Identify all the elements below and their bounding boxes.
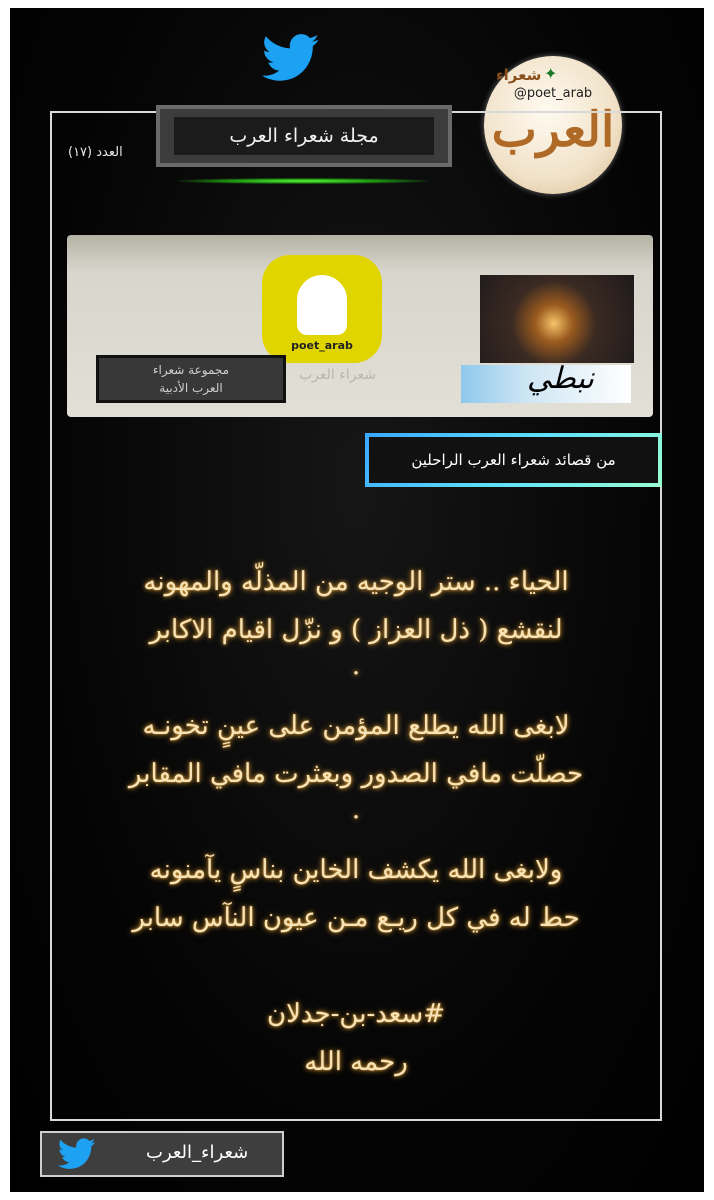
magazine-title-box [156,105,452,167]
palm-swords-icon: ✦ [544,64,558,83]
poem-text [70,558,642,1086]
banner-name-text: شعراء العرب [299,367,376,383]
twitter-bird-icon [58,1138,96,1170]
poem-separator: . [351,651,361,681]
poster-canvas [10,8,704,1192]
logo-big-word: العرب [491,102,615,158]
poem-line: لنقشع ( ذل العزاز ) و نزّل اقيام الاكابر [149,615,563,645]
banner-image [67,235,653,417]
group-name-box [96,355,286,403]
group-name-line2: العرب الأدبية [159,381,223,395]
poem-line: حط له في كل ريـع مـن عيون النآس سابر [132,903,580,933]
poem-line: لابغى الله يطلع المؤمن على عينٍ تخونـه [142,711,570,741]
poet-blessing: رحمه الله [304,1047,408,1077]
issue-number: العدد (١٧) [68,145,123,160]
footer-twitter-bar[interactable] [40,1131,284,1177]
snapcode-image [262,255,382,363]
lantern-image [480,275,634,363]
signature-text: نبطي [527,361,595,396]
green-glow-divider [178,178,428,184]
magazine-title: مجلة شعراء العرب [174,117,434,155]
poet-hashtag[interactable]: #سعد-بن-جدلان [266,999,445,1029]
poem-line: حصلّت مافي الصدور وبعثرت مافي المقابر [128,759,584,789]
group-name-line1: مجموعة شعراء [152,363,230,377]
logo-top-word: شعراء [496,66,542,84]
poem-line: ولابغى الله يكشف الخاين بناسٍ يآمنونه [149,855,563,885]
twitter-bird-icon [262,33,320,83]
footer-twitter-handle[interactable]: شعراء_العرب [146,1142,249,1163]
section-ribbon [365,433,662,487]
poem-separator: . [351,795,361,825]
snapcode-handle: poet_arab [291,339,353,352]
poem-line: الحياء .. ستر الوجيه من المذلّه والمهونه [143,567,569,597]
section-label: من قصائد شعراء العرب الراحلين [369,437,658,483]
logo-handle: @poet_arab [513,86,593,101]
snapchat-ghost-icon [297,275,347,335]
poem-spacer [70,942,642,990]
